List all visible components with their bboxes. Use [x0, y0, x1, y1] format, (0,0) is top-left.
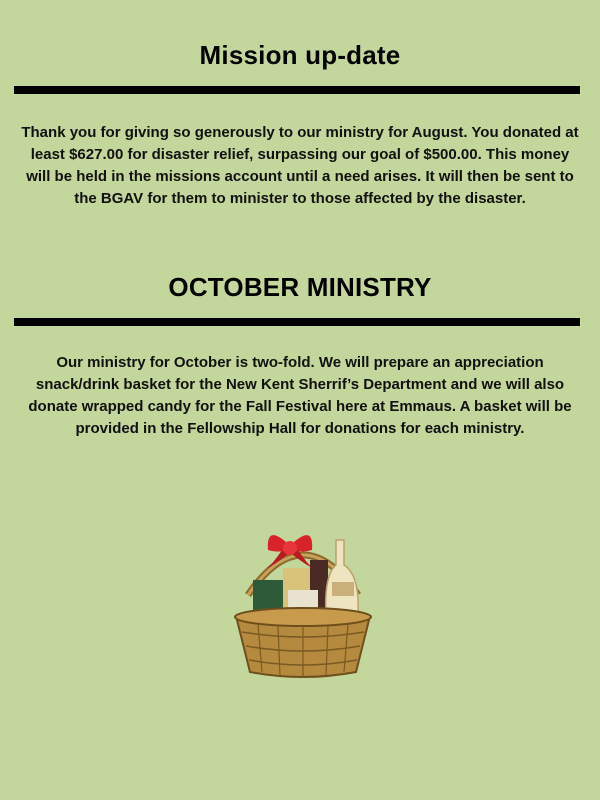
october-ministry-text: Our ministry for October is two-fold. We will prepare an appreciation snack/drink basket for the New Kent Sherrif’s Department and we will also donate wrapped candy for the Fall Festival here at Emmaus. A basket will be provided in the Fellowship Hall for donations for each ministry. — [28, 354, 572, 437]
divider — [14, 86, 580, 94]
october-ministry-title: OCTOBER MINISTRY — [168, 272, 432, 302]
mission-update-title: Mission up-date — [199, 40, 401, 70]
mission-update-text: Thank you for giving so generously to our ministry for August. You donated at least $627.00 for disaster relief, surpassing our goal of $500.00. This money will be held in the missions account until a need arises. It will then be sent to the BGAV for them to minister to those affected by the disaster. — [21, 124, 579, 207]
divider — [14, 318, 580, 326]
gift-basket-icon — [228, 520, 378, 690]
